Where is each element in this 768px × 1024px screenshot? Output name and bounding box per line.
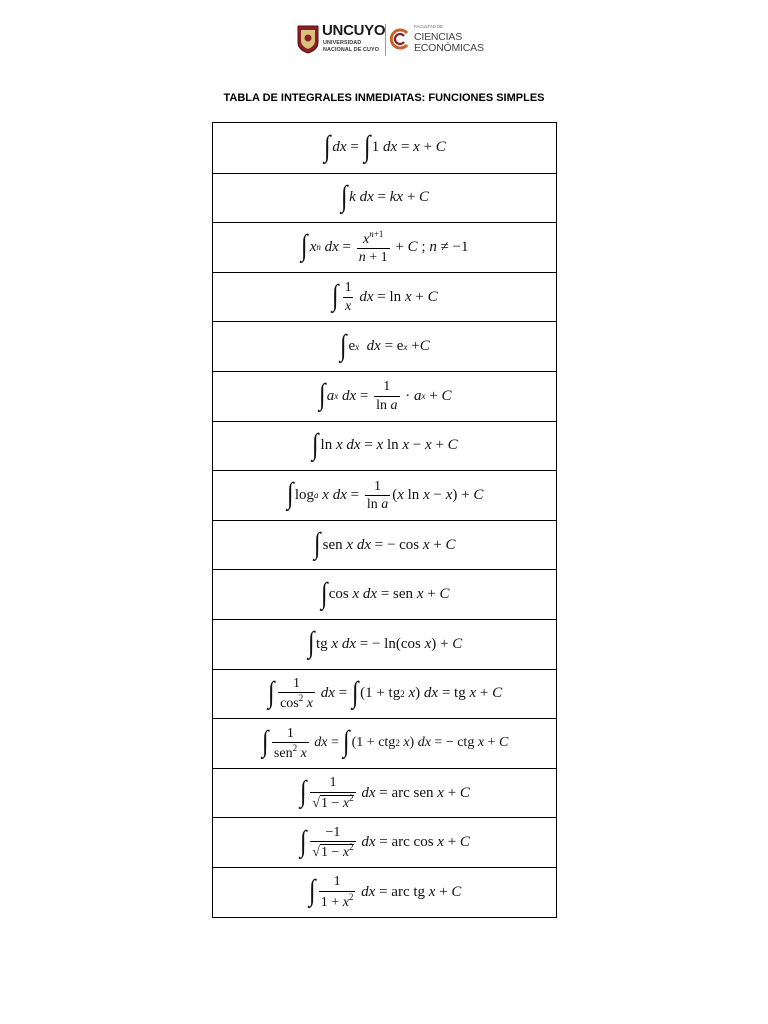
formula-row: ∫ $\frac{1}{sen^2 x}$ dx = ∫ (1 + ctg 2 x ) dx = − ctg x + C — [213, 718, 556, 768]
logo-divider — [385, 24, 386, 56]
formula-row: ∫ a x dx = $\frac{1}{\text{ln a}}$ · a x + C — [213, 371, 556, 421]
formula-row: ∫ dx = ∫ 1 dx = x + C — [324, 129, 446, 163]
formula-row: ∫ log a x dx = $\frac{1}{\text{ln a}}$ ( x ln x − x ) + C — [213, 470, 556, 520]
formula-row: ∫ $\frac{-1}{√1 - x^2}$ dx = arc cos x + C — [213, 817, 556, 867]
formula-row: ∫ $\frac{1}{x}$ dx = ln x + C — [213, 272, 556, 322]
formula-row: ∫ cos x dx = sen x + C — [213, 569, 556, 619]
formula-row: ∫ ln x dx = x ln x − x + C — [213, 421, 556, 471]
faculty-prefix: FACULTAD DE — [414, 24, 443, 29]
uncuyo-subtitle-line1: UNIVERSIDAD — [323, 40, 362, 46]
institution-logos — [294, 18, 484, 64]
formula-row: ∫ $\frac{1}{1 + x^2}$ dx = arc tg x + C — [213, 867, 556, 917]
formula-row: ∫ $\frac{1}{\cos^2 x}$ dx = ∫ (1 + tg 2 x ) dx = tg x + C — [213, 669, 556, 719]
fce-logo-icon — [389, 28, 411, 50]
page-title: TABLA DE INTEGRALES INMEDIATAS: FUNCIONES SIMPLES — [223, 92, 545, 104]
formula-row: ∫ e x dx = e x + C — [213, 321, 556, 371]
formula-row: ∫ $\frac{1}{√1 - x^2}$ dx = arc sen x + C — [213, 768, 556, 818]
faculty-name-line1: CIENCIAS — [414, 31, 462, 43]
uncuyo-subtitle-line2: NACIONAL DE CUYO — [323, 47, 380, 53]
formula-row: ∫ x n dx = $\frac{x^{n+1}}{n + 1}$ + C ; n ≠ −1 — [213, 222, 556, 272]
formula-row: ∫ k dx = kx + C — [213, 173, 556, 223]
formula-row: ∫ sen x dx = − cos x + C — [213, 520, 556, 570]
integrals-table — [212, 122, 557, 918]
formula-row: ∫ tg x dx = − ln(cos x ) + C — [213, 619, 556, 669]
faculty-name-line2: ECONÓMICAS — [414, 42, 484, 54]
uncuyo-wordmark: UNCUYO — [322, 22, 386, 39]
uncuyo-seal-icon — [296, 24, 320, 54]
